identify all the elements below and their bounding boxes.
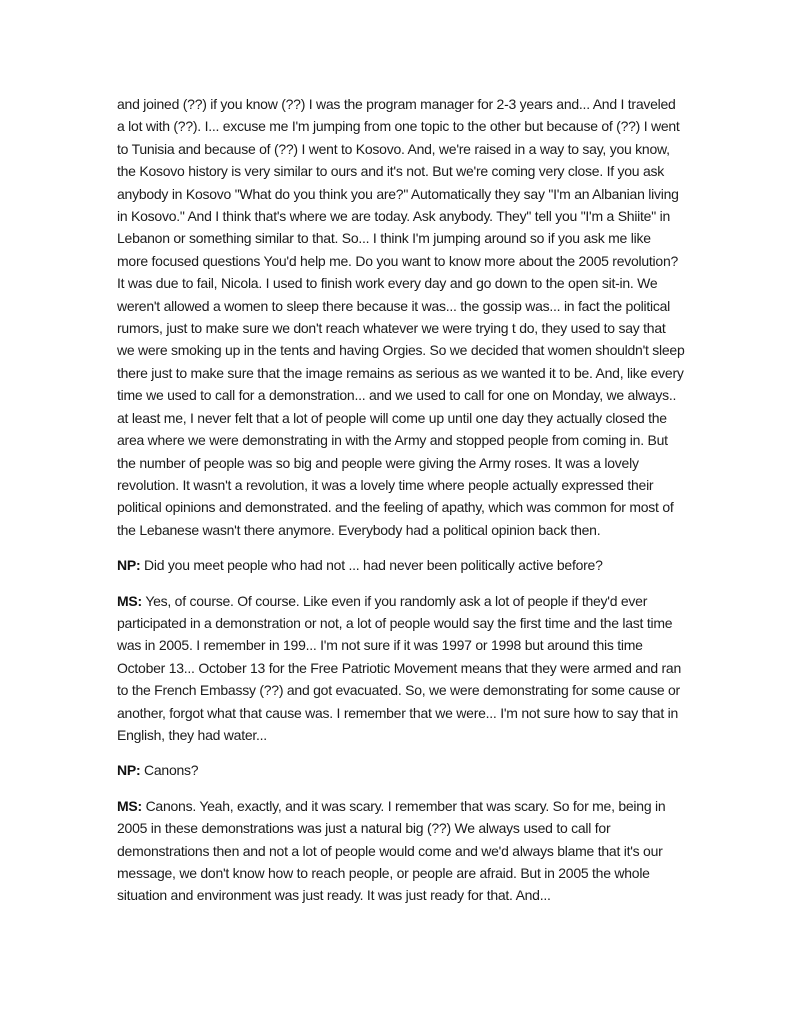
paragraph-text: Did you meet people who had not ... had never been politically active before? (144, 557, 603, 574)
speaker-label: NP: (117, 557, 141, 574)
transcript-content (117, 93, 685, 920)
paragraph-text: Canons? (144, 762, 199, 779)
speaker-label: MS: (117, 797, 142, 814)
speaker-label: NP: (117, 762, 141, 779)
paragraph-text: and joined (??) if you know (??) I was the program manager for 2-3 years and... And I traveled a lot with (??). I... excuse me I'm jumping from one topic to the other but because of (??) I went to Tunisia and because of (??) I went to Kosovo. And, we're raised in a way to say, you know, the Kosovo history is very similar to ours and it's not. But we're coming very close. If you ask anybody in Kosovo "What do you think you are?" Automatically they say "I'm an Albanian living in Kosovo." And I think that's where we are today. Ask anybody. They" tell you "I'm a Shiite" in Lebanon or something similar to that. So... I think I'm jumping around so if you ask me like more focused questions You'd help me. Do you want to know more about the 2005 revolution? It was due to fail, Nicola. I used to finish work every day and go down to the open sit-in. We weren't allowed a women to sleep there because it was... the gossip was... in fact the political rumors, just to make sure we don't reach whatever we were trying t do, they used to say that we were smoking up in the tents and having Orgies. So we decided that women shouldn't sleep there just to make sure that the image remains as serious as we wanted it to be. And, like every time we used to call for a demonstration... and we used to call for one on Monday, we always.. at least me, I never felt that a lot of people will come up until one day they actually closed the area where we were demonstrating in with the Army and stopped people from coming in. But the number of people was so big and people were giving the Army roses. It was a lovely revolution. It wasn't a revolution, it was a lovely time where people actually expressed their political opinions and demonstrated. and the feeling of apathy, which was common for most of the Lebanese wasn't there anymore. Everybody had a political opinion back then. (117, 96, 685, 538)
transcript-paragraph (117, 795, 685, 907)
transcript-paragraph (117, 554, 685, 576)
transcript-paragraph-continuation (117, 93, 685, 541)
transcript-paragraph (117, 590, 685, 747)
speaker-label: MS: (117, 592, 142, 609)
paragraph-text: Yes, of course. Of course. Like even if you randomly ask a lot of people if they'd ever participated in a demonstration or not, a lot of people would say the first time and the last time was in 2005. I remember in 199... I'm not sure if it was 1997 or 1998 but around this time October 13... October 13 for the Free Patriotic Movement means that they were armed and ran to the French Embassy (??) and got evacuated. So, we were demonstrating for some cause or another, forgot what that cause was. I remember that we were... I'm not sure how to say that in English, they had water... (117, 592, 681, 743)
transcript-paragraph (117, 759, 685, 781)
paragraph-text: Canons. Yeah, exactly, and it was scary. I remember that was scary. So for me, being in 2005 in these demonstrations was just a natural big (??) We always used to call for demonstrations then and not a lot of people would come and we'd always blame that it's our message, we don't know how to reach people, or people are afraid. But in 2005 the whole situation and environment was just ready. It was just ready for that. And... (117, 797, 666, 904)
